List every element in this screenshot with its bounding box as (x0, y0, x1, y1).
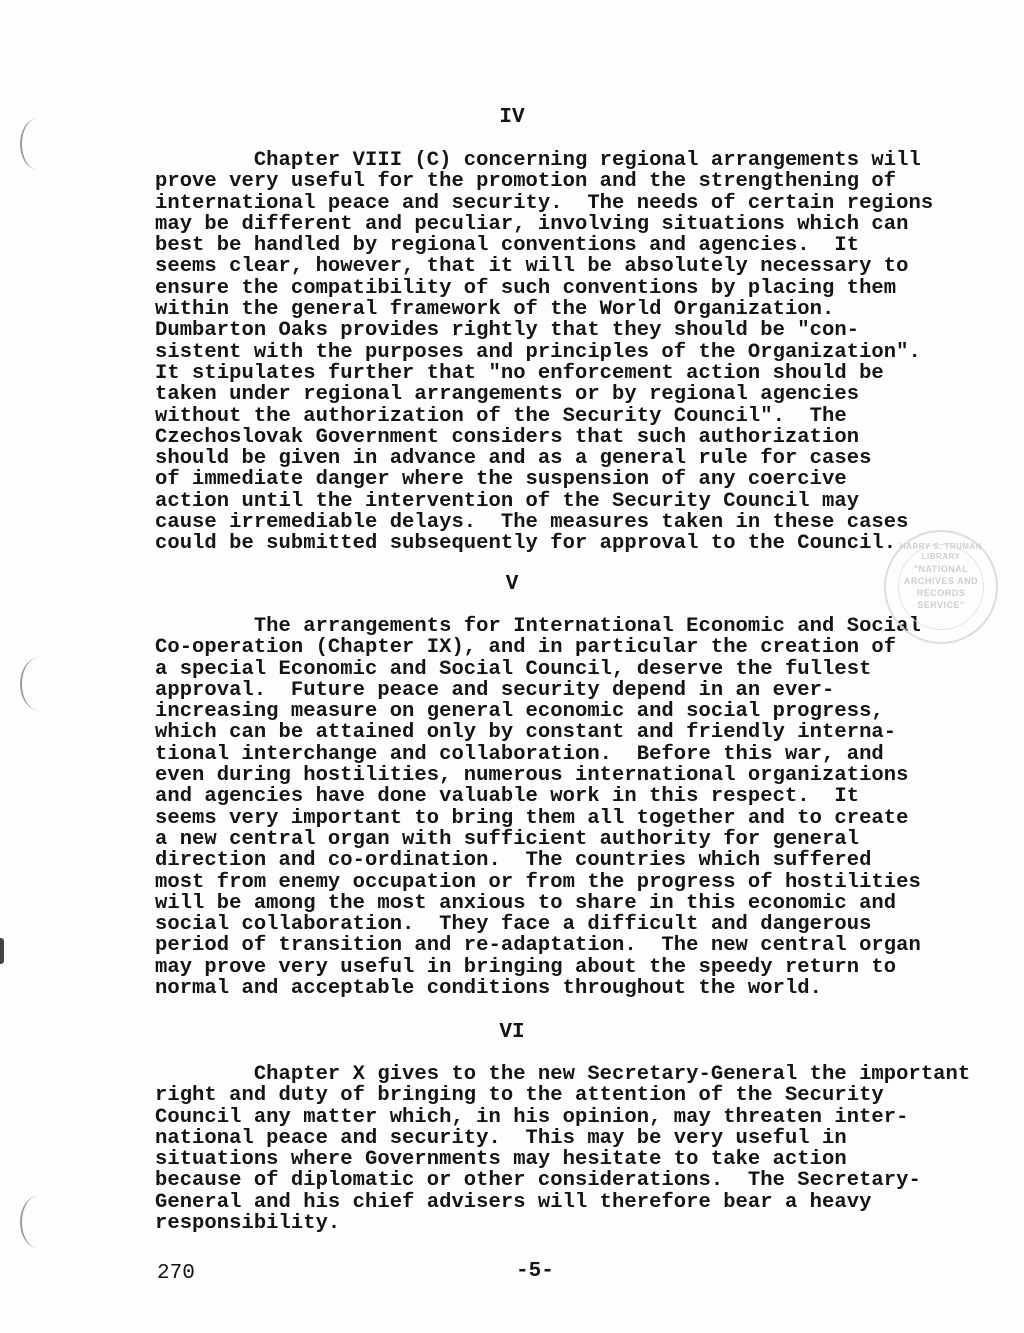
punch-hole-bottom (20, 1196, 56, 1248)
edge-mark (0, 938, 4, 964)
archive-stamp (884, 530, 998, 644)
document-number: 270 (157, 1262, 195, 1285)
stamp-line-service: SERVICE" (917, 600, 965, 610)
stamp-line-records: RECORDS (916, 588, 966, 598)
punch-hole-middle (20, 658, 56, 710)
section-paragraph-vi: Chapter X gives to the new Secretary-General the important right and duty of bringing to the attention of the Security Council any matter which, in his opinion, may threaten inter- national peace and security. This may be very useful in situations where Governments may hesitate to take action because of diplomatic or other considerations. The Secretary- General and his chief advisers will therefore bear a heavy responsibility. (155, 1063, 971, 1236)
section-paragraph-v: The arrangements for International Economic and Social Co-operation (Chapter IX), and in particular the creation of a special Economic and Social Council, deserve the fullest approval. Future peace and security depend in an ever- increasing measure on general economic and social progress, which can be attained only by constant and friendly interna- tional interchange and collaboration. Before this war, and even during hostilities, numerous international organizations and agencies have done valuable work in this respect. It seems very important to bring them all together and to create a new central organ with sufficient authority for general direction and co-ordination. The countries which suffered most from enemy occupation or from the progress of hostilities will be among the most anxious to share in this economic and social collaboration. They face a difficult and dangerous period of transition and re-adaptation. The new central organ may prove very useful in bringing about the speedy return to normal and acceptable conditions throughout the world. (155, 615, 921, 1001)
stamp-line-library: HARRY S. TRUMAN LIBRARY (899, 542, 983, 561)
stamp-line-national: "NATIONAL (913, 564, 969, 574)
section-heading-v: V (505, 573, 519, 596)
section-heading-iv: IV (499, 106, 525, 129)
section-heading-vi: VI (499, 1021, 525, 1044)
stamp-line-archives: ARCHIVES AND (903, 576, 979, 586)
page-number: -5- (516, 1260, 554, 1283)
section-paragraph-iv: Chapter VIII (C) concerning regional arrangements will prove very useful for the promotion and the strengthening of international peace and security. The needs of certain regions may be different and peculiar, involving situations which can best be handled by regional conventions and agencies. It seems clear, however, that it will be absolutely necessary to ensure the compatibility of such conventions by placing them within the general framework of the World Organization. Dumbarton Oaks provides rightly that they should be "con- sistent with the purposes and principles of the Organization". It stipulates further that "no enforcement action should be taken under regional arrangements or by regional agencies without the authorization of the Security Council". The Czechoslovak Government considers that such authorization should be given in advance and as a general rule for cases of immediate danger where the suspension of any coercive action until the intervention of the Security Council may cause irremediable delays. The measures taken in these cases could be submitted subsequently for approval to the Council. (155, 149, 934, 556)
